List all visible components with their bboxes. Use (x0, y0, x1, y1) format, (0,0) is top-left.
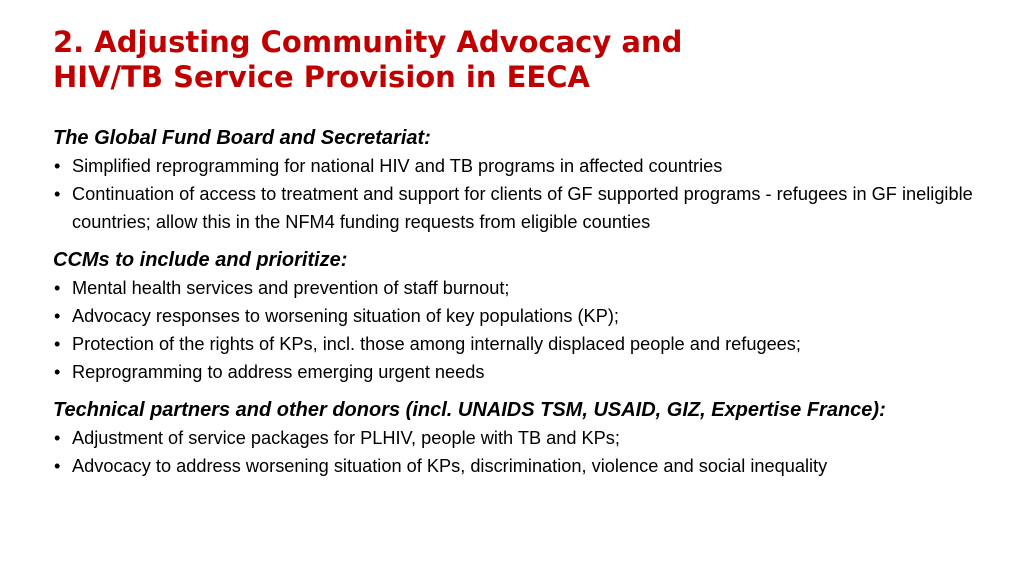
bullet-item: • Simplified reprogramming for national HIV and TB programs in affected countries (53, 152, 1003, 180)
section-heading: The Global Fund Board and Secretariat: (53, 127, 431, 149)
section-ccms (53, 246, 1003, 386)
bullet-item: • Continuation of access to treatment and support for clients of GF supported programs - refugees in GF ineligible countries; allow this in the NFM4 funding requests from eligible counties (53, 180, 1003, 236)
section-technical-partners (53, 396, 1003, 480)
bullet-list (53, 152, 1003, 236)
bullet-item: • Reprogramming to address emerging urgent needs (53, 358, 1003, 386)
slide-title-line-2: HIV/TB Service Provision in EECA (53, 60, 590, 94)
bullet-item: • Protection of the rights of KPs, incl. those among internally displaced people and refugees; (53, 330, 1003, 358)
slide-title-line-1: 2. Adjusting Community Advocacy and (53, 25, 683, 59)
bullet-list (53, 424, 1003, 480)
slide-body (53, 124, 1003, 490)
bullet-item: • Adjustment of service packages for PLHIV, people with TB and KPs; (53, 424, 1003, 452)
bullet-item: • Advocacy to address worsening situation of KPs, discrimination, violence and social inequality (53, 452, 1003, 480)
slide-title (53, 25, 953, 95)
bullet-item: • Mental health services and prevention of staff burnout; (53, 274, 1003, 302)
section-global-fund (53, 124, 1003, 236)
bullet-list (53, 274, 1003, 386)
section-heading: Technical partners and other donors (incl. UNAIDS TSM, USAID, GIZ, Expertise France): (53, 399, 886, 421)
section-heading: CCMs to include and prioritize: (53, 249, 348, 271)
bullet-item: • Advocacy responses to worsening situation of key populations (KP); (53, 302, 1003, 330)
